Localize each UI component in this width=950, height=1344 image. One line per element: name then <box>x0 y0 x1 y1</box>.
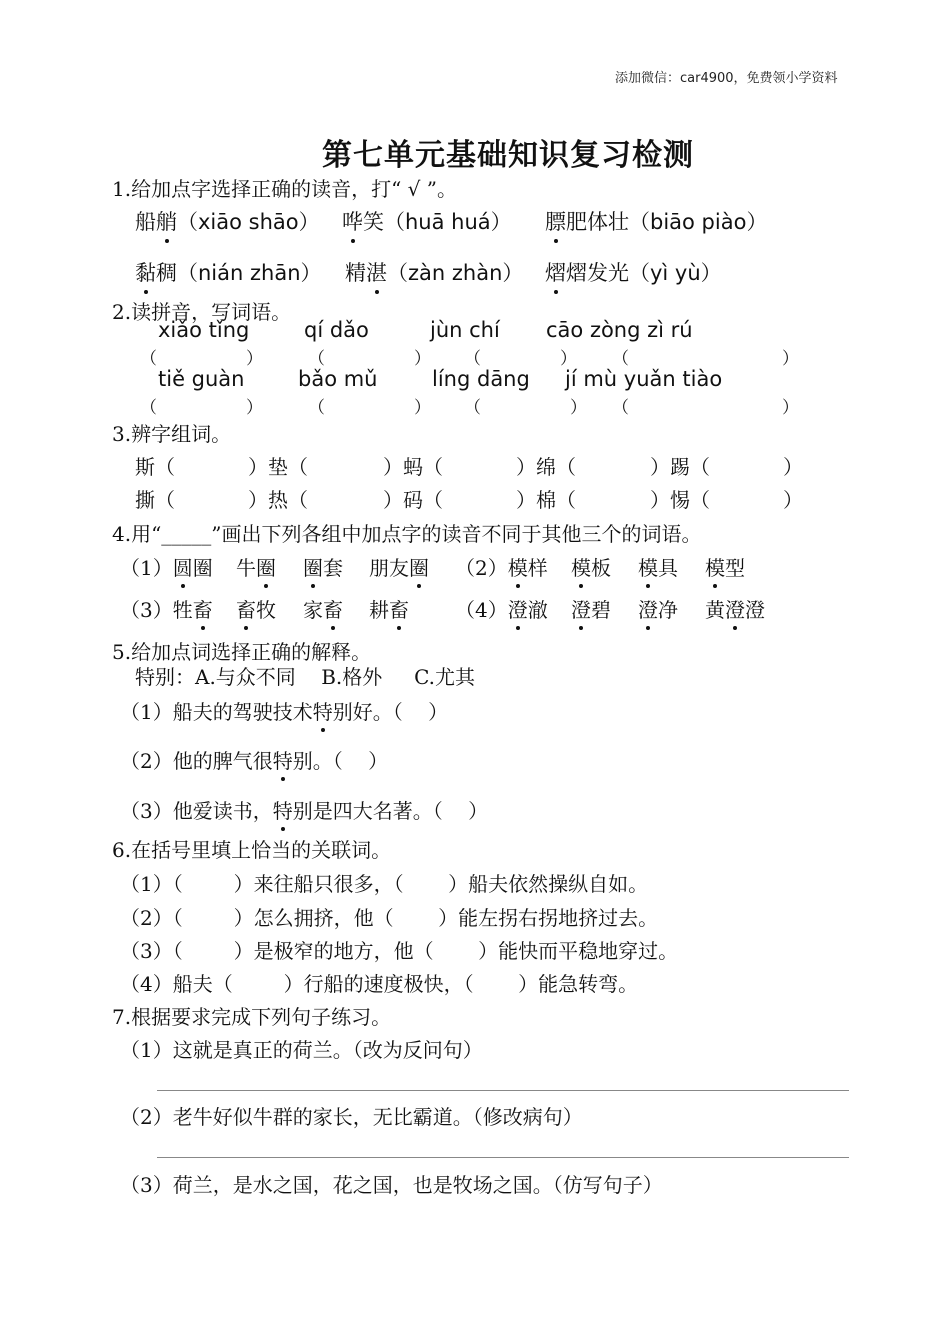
q7-item: （2）老牛好似牛群的家长，无比霸道。（修改病句） <box>120 1105 583 1129</box>
answer-bracket-close: ） <box>782 398 799 418</box>
dotted-char: 模 <box>705 552 725 581</box>
dotted-char: 澄 <box>725 594 745 623</box>
q4-prompt: 4.用“_____”画出下列各组中加点字的读音不同于其他三个的词语。 <box>112 522 702 546</box>
dotted-char: 圈 <box>409 552 429 581</box>
q3-row2-seg: ）码（ <box>383 488 443 512</box>
dotted-char: 熠 <box>545 257 566 287</box>
q1-row1-item2: 哗笑（huā huá） <box>342 206 512 236</box>
pinyin-2: qí dǎo <box>304 318 369 342</box>
q3-row1-seg: 斯（ <box>135 455 175 479</box>
dotted-char: 畜 <box>389 594 409 623</box>
q4-word: 澄净 <box>638 594 678 623</box>
q4-word: （3）牲畜 <box>120 594 213 623</box>
dotted-char: 畜 <box>323 594 343 623</box>
q3-row2-seg: ）惕（ <box>650 488 710 512</box>
pinyin-8: jí mù yuǎn tiào <box>565 367 723 391</box>
answer-bracket-close: ） <box>782 349 799 369</box>
answer-bracket-open: （ <box>464 398 481 418</box>
dotted-char: 模 <box>638 552 658 581</box>
pinyin-6: bǎo mǔ <box>298 367 378 391</box>
pinyin-5: tiě guàn <box>158 367 245 391</box>
q4-word: （4）澄澈 <box>455 594 548 623</box>
q4-word: 家畜 <box>303 594 343 623</box>
q1-prompt: 1.给加点字选择正确的读音，打“ √ ”。 <box>112 177 457 201</box>
q3-row2-seg: ） <box>783 488 803 512</box>
answer-bracket-open: （ <box>464 349 481 369</box>
q4-word: 模具 <box>638 552 678 581</box>
watermark-text: 添加微信：car4900，免费领小学资料 <box>615 71 838 86</box>
q5-item: （1）船夫的驾驶技术特别好。（ ） <box>120 696 448 725</box>
q3-row2-seg: ）热（ <box>248 488 308 512</box>
q7-item: （1）这就是真正的荷兰。（改为反问句） <box>120 1038 483 1062</box>
q7-item: （3）荷兰，是水之国，花之国，也是牧场之国。（仿写句子） <box>120 1173 663 1197</box>
q5-item: （3）他爱读书，特别是四大名著。（ ） <box>120 795 488 824</box>
answer-line[interactable] <box>157 1090 849 1091</box>
q3-row1-seg: ）踢（ <box>650 455 710 479</box>
q6-prompt: 6.在括号里填上恰当的关联词。 <box>112 838 392 862</box>
q5-options: 特别：A.与众不同 B.格外 C.尤其 <box>135 665 476 689</box>
answer-bracket-open: （ <box>140 349 157 369</box>
answer-bracket-close: ） <box>246 349 263 369</box>
dotted-char: 黏 <box>135 257 156 287</box>
q4-word: （1）圆圈 <box>120 552 213 581</box>
q7-prompt: 7.根据要求完成下列句子练习。 <box>112 1005 392 1029</box>
dotted-char: 畜 <box>236 594 256 623</box>
pinyin-1: xiǎo tǐng <box>158 318 250 342</box>
answer-bracket-open: （ <box>612 398 629 418</box>
dotted-char: 澄 <box>508 594 528 623</box>
q3-row1-seg: ） <box>783 455 803 479</box>
answer-line[interactable] <box>157 1157 849 1158</box>
q4-word: 澄碧 <box>571 594 611 623</box>
q4-word: 畜牧 <box>236 594 276 623</box>
q4-word: 模型 <box>705 552 745 581</box>
dotted-char: 艄 <box>156 206 177 236</box>
q3-row2-seg: ）棉（ <box>516 488 576 512</box>
dotted-char: 圈 <box>303 552 323 581</box>
dotted-char: 湛 <box>366 257 387 287</box>
q4-word: 牛圈 <box>236 552 276 581</box>
pinyin-3: jùn chí <box>430 318 500 342</box>
dotted-char: 哗 <box>342 206 363 236</box>
dotted-char: 畜 <box>193 594 213 623</box>
q3-row1-seg: ）绵（ <box>516 455 576 479</box>
dotted-char: 特 <box>273 795 293 824</box>
answer-bracket-close: ） <box>414 398 431 418</box>
q2-prompt: 2.读拼音，写词语。 <box>112 300 292 324</box>
dotted-char: 膘 <box>545 206 566 236</box>
answer-bracket-close: ） <box>560 349 577 369</box>
q6-item: （1）（ ）来往船只很多，（ ）船夫依然操纵自如。 <box>120 872 649 896</box>
q4-word: （2）模样 <box>455 552 548 581</box>
answer-bracket-open: （ <box>140 398 157 418</box>
q6-item: （4）船夫（ ）行船的速度极快，（ ）能急转弯。 <box>120 972 639 996</box>
q5-prompt: 5.给加点词选择正确的解释。 <box>112 640 372 664</box>
dotted-char: 圆 <box>173 552 193 581</box>
q1-row1-item3: 膘肥体壮（biāo piào） <box>545 206 767 236</box>
answer-bracket-close: ） <box>570 398 587 418</box>
q6-item: （2）（ ）怎么拥挤，他（ ）能左拐右拐地挤过去。 <box>120 906 659 930</box>
q4-word: 耕畜 <box>369 594 409 623</box>
q3-row2-seg: 撕（ <box>135 488 175 512</box>
dotted-char: 澄 <box>571 594 591 623</box>
q4-word: 朋友圈 <box>369 552 429 581</box>
page-title: 第七单元基础知识复习检测 <box>322 138 694 173</box>
answer-bracket-close: ） <box>246 398 263 418</box>
pinyin-4: cāo zòng zì rú <box>546 318 693 342</box>
q1-row2-item2: 精湛（zàn zhàn） <box>345 257 523 287</box>
q1-row1-item1: 船艄（xiāo shāo） <box>135 206 320 236</box>
dotted-char: 圈 <box>256 552 276 581</box>
q1-row2-item1: 黏稠（nián zhān） <box>135 257 322 287</box>
answer-bracket-open: （ <box>308 398 325 418</box>
q3-row1-seg: ）蚂（ <box>383 455 443 479</box>
dotted-char: 特 <box>313 696 333 725</box>
q1-row2-item3: 熠熠发光（yì yù） <box>545 257 722 287</box>
pinyin-7: líng dāng <box>432 367 530 391</box>
answer-bracket-close: ） <box>414 349 431 369</box>
q3-row1-seg: ）垫（ <box>248 455 308 479</box>
q4-word: 模板 <box>571 552 611 581</box>
q5-item: （2）他的脾气很特别。（ ） <box>120 745 388 774</box>
dotted-char: 澄 <box>638 594 658 623</box>
answer-bracket-open: （ <box>308 349 325 369</box>
q6-item: （3）（ ）是极窄的地方，他（ ）能快而平稳地穿过。 <box>120 939 679 963</box>
answer-bracket-open: （ <box>612 349 629 369</box>
dotted-char: 模 <box>508 552 528 581</box>
q4-word: 黄澄澄 <box>705 594 765 623</box>
dotted-char: 模 <box>571 552 591 581</box>
q4-word: 圈套 <box>303 552 343 581</box>
dotted-char: 特 <box>273 745 293 774</box>
q3-prompt: 3.辨字组词。 <box>112 422 232 446</box>
